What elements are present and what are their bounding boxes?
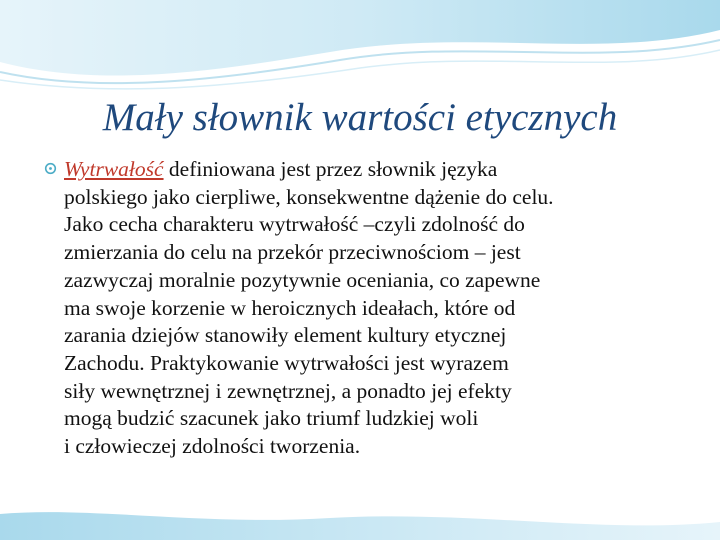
- paragraph-line-first: [64, 156, 684, 184]
- decorative-bottom-wave: [0, 500, 720, 540]
- paragraph-line: ma swoje korzenie w heroicznych ideałach, które od: [64, 295, 516, 320]
- paragraph-line: mogą budzić szacunek jako triumf ludzkiej woli: [64, 406, 479, 431]
- hollow-bullet-icon: [44, 162, 57, 179]
- paragraph-line: polskiego jako cierpliwe, konsekwentne dążenie do celu.: [64, 184, 554, 209]
- highlighted-term: Wytrwałość: [64, 157, 164, 181]
- paragraph-line: zarania dziejów stanowiły element kultury etycznej: [64, 323, 507, 348]
- paragraph-line: zmierzania do celu na przekór przeciwnościom – jest: [64, 240, 521, 265]
- paragraph-line: siły wewnętrznej i zewnętrznej, a ponadto jej efekty: [64, 378, 512, 403]
- decorative-top-wave: [0, 0, 720, 100]
- paragraph-line: zazwyczaj moralnie pozytywnie oceniania, co zapewne: [64, 267, 541, 292]
- slide-title: Mały słownik wartości etycznych: [102, 96, 618, 139]
- paragraph-line: Zachodu. Praktykowanie wytrwałości jest wyrazem: [64, 350, 509, 375]
- slide-body: [44, 156, 684, 461]
- paragraph-line: Jako cecha charakteru wytrwałość –czyli zdolność do: [64, 212, 525, 237]
- paragraph-line: i człowieczej zdolności tworzenia.: [64, 434, 361, 459]
- definition-paragraph: [44, 156, 684, 461]
- paragraph-line: definiowana jest przez słownik języka: [163, 157, 498, 181]
